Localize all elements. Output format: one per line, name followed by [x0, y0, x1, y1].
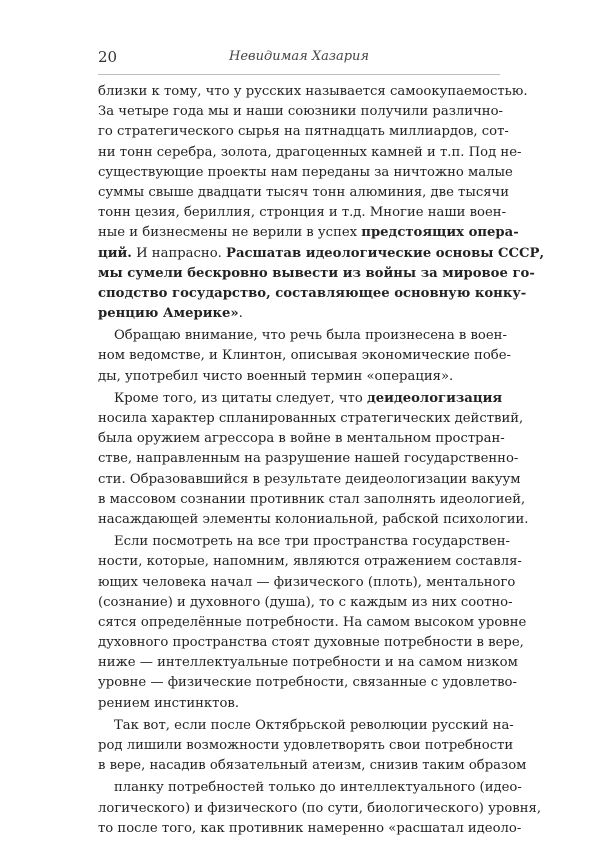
text-run: (сознание) и духовного (душа), то с каждым из них соотно-	[98, 594, 513, 610]
page-header	[98, 44, 500, 75]
text-run: ности, которые, напомним, являются отражением составля-	[98, 554, 522, 570]
text-line	[98, 389, 503, 409]
text-run: существующие проекты нам переданы за ничтожно малые	[98, 164, 513, 180]
paragraph	[98, 778, 542, 839]
text-line	[98, 799, 542, 819]
body-text	[98, 82, 545, 841]
text-run: Если посмотреть на все три пространства государствен-	[114, 534, 510, 550]
text-line	[98, 223, 519, 243]
text-line	[98, 819, 522, 839]
text-run: го стратегического сырья на пятнадцать миллиардов, сот-	[98, 124, 509, 140]
text-line	[98, 163, 513, 183]
text-line	[98, 552, 522, 572]
text-line	[98, 82, 528, 102]
text-run: насаждающей элементы колониальной, рабской психологии.	[98, 511, 529, 527]
text-line	[98, 694, 500, 714]
text-line	[98, 122, 509, 142]
text-line	[98, 532, 510, 552]
text-run: ном ведомстве, и Клинтон, описывая экономические побе-	[98, 348, 511, 364]
text-line	[98, 326, 507, 346]
bold-text: ренцию Америке»	[98, 306, 239, 322]
text-run: суммы свыше двадцати тысяч тонн алюминия, две тысячи	[98, 184, 510, 200]
text-run: то после того, как противник намеренно «расшатал идеоло-	[98, 820, 522, 836]
running-title: Невидимая Хазария	[229, 49, 369, 64]
text-run: сти. Образовавшийся в результате деидеологизации вакуум	[98, 471, 521, 487]
text-line	[98, 102, 503, 122]
text-run: За четыре года мы и наши союзники получили различно-	[98, 104, 503, 120]
text-run: .	[238, 306, 243, 322]
text-run: ни тонн серебра, золота, драгоценных камней и т.п. Под не-	[98, 144, 522, 160]
text-run: ниже — интеллектуальные потребности и на самом низком	[98, 655, 518, 671]
text-line	[98, 449, 519, 469]
text-run: Так вот, если после Октябрьской революции русский на-	[114, 717, 514, 733]
bold-text: сподство государство, составляющее основную конку-	[98, 285, 527, 301]
text-run: ющих человека начал — физического (плоть), ментального	[98, 574, 516, 590]
paragraph	[98, 532, 527, 714]
text-line	[98, 756, 527, 776]
paragraph	[98, 326, 511, 387]
text-run: логического) и физического (по сути, биологического) уровня,	[98, 800, 542, 816]
text-run: была оружием агрессора в войне в ментальном простран-	[98, 431, 505, 447]
text-run: тонн цезия, бериллия, стронция и т.д. Многие наши воен-	[98, 205, 507, 221]
text-line	[98, 510, 529, 530]
text-run: ные и бизнесмены не верили в успех	[98, 225, 362, 241]
text-run: сятся определённые потребности. На самом высоком уровне	[98, 614, 527, 630]
bold-text: предстоящих опера-	[361, 225, 519, 241]
text-run: Кроме того, из цитаты следует, что	[114, 390, 367, 406]
text-run: близки к тому, что у русских называется самоокупаемостью.	[98, 84, 528, 99]
text-line	[98, 244, 545, 264]
text-run: И напрасно.	[131, 245, 227, 261]
text-run: в массовом сознании противник стал заполнять идеологией,	[98, 491, 526, 507]
bold-text: Расшатав идеологические основы СССР,	[226, 245, 545, 261]
text-run: рением инстинктов.	[98, 695, 240, 711]
text-line	[98, 593, 513, 613]
text-line	[98, 183, 510, 203]
text-run: в вере, насадив обязательный атеизм, снизив таким образом	[98, 758, 527, 774]
text-line	[98, 409, 524, 429]
bold-text: ций.	[98, 245, 132, 261]
text-line	[98, 613, 527, 633]
text-run: уровне — физические потребности, связанные с удовлетво-	[98, 675, 517, 691]
bold-text: мы сумели бескровно вывести из войны за мировое го-	[98, 265, 535, 281]
text-line	[98, 470, 521, 490]
paragraph	[98, 82, 545, 324]
text-run: род лишили возможности удовлетворять свои потребности	[98, 738, 514, 753]
text-line	[98, 304, 500, 324]
text-line	[98, 653, 518, 673]
text-run: стве, направленным на разрушение нашей государственно-	[98, 451, 519, 467]
text-line	[98, 143, 522, 163]
text-line	[98, 203, 507, 223]
text-run: духовного пространства стоят духовные потребности в вере,	[98, 635, 524, 651]
text-run: носила характер спланированных стратегических действий,	[98, 411, 524, 426]
text-run: Обращаю внимание, что речь была произнесена в воен-	[114, 328, 507, 344]
paragraph	[98, 716, 527, 777]
text-line	[98, 367, 500, 387]
text-line	[98, 284, 527, 304]
text-line	[98, 573, 516, 593]
page-number: 20	[98, 48, 118, 66]
text-line	[98, 673, 517, 693]
bold-text: деидеологизация	[366, 390, 503, 406]
text-line	[98, 716, 514, 736]
paragraph	[98, 389, 529, 530]
text-line	[98, 429, 505, 449]
text-line	[98, 490, 526, 510]
text-line	[98, 778, 522, 798]
text-run: ды, употребил чисто военный термин «операция».	[98, 368, 454, 384]
text-run: планку потребностей только до интеллектуального (идео-	[114, 780, 522, 796]
text-line	[98, 264, 535, 284]
text-line	[98, 736, 514, 756]
text-line	[98, 346, 511, 366]
text-line	[98, 633, 524, 653]
